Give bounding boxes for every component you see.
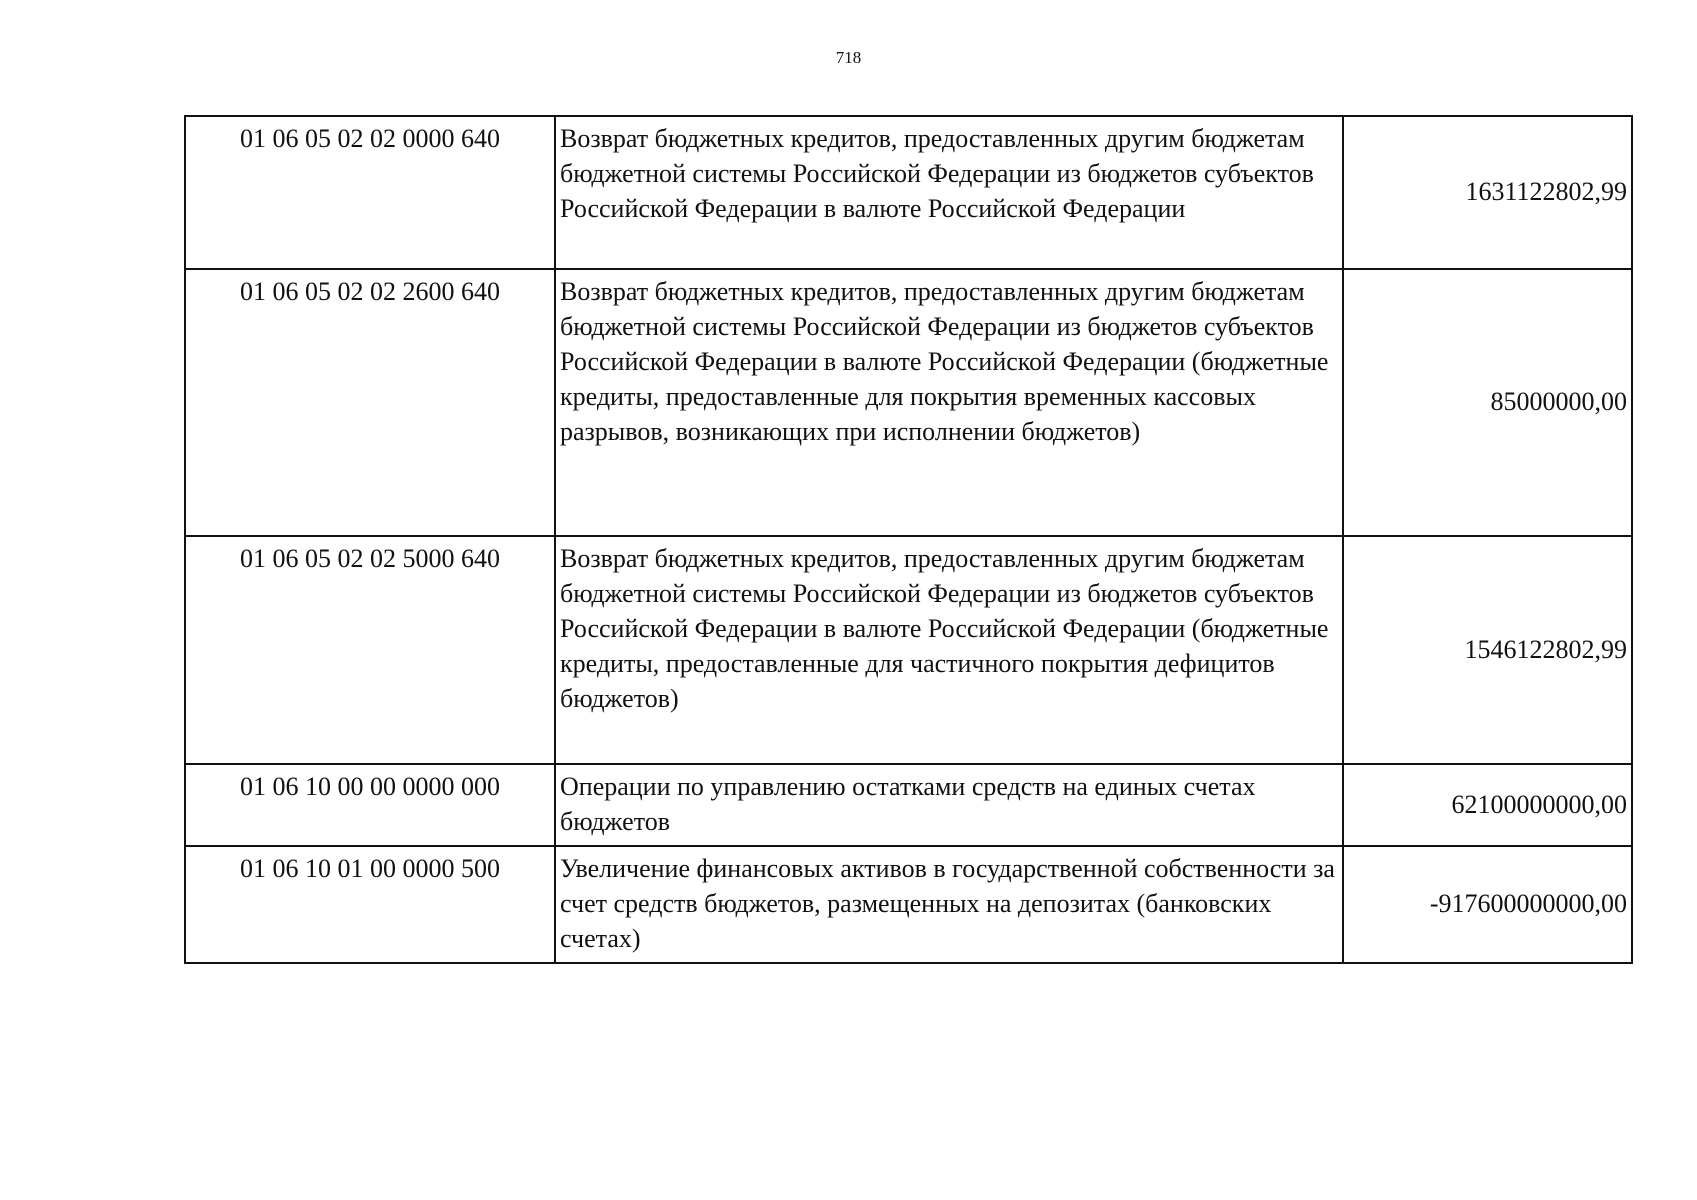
description-cell: Возврат бюджетных кредитов, предоставленных другим бюджетам бюджетной системы Российской Федерации из бюджетов субъектов Российской Федерации в валюте Российской Федерации xyxy=(555,116,1343,269)
page-number: 718 xyxy=(835,48,862,67)
budget-code-cell: 01 06 10 00 00 0000 000 xyxy=(185,764,555,846)
budget-code-cell: 01 06 10 01 00 0000 500 xyxy=(185,846,555,963)
amount-cell: 62100000000,00 xyxy=(1343,764,1632,846)
table-row xyxy=(185,846,1632,963)
budget-code-cell: 01 06 05 02 02 2600 640 xyxy=(185,269,555,536)
budget-code-cell: 01 06 05 02 02 5000 640 xyxy=(185,536,555,764)
amount-cell: -917600000000,00 xyxy=(1343,846,1632,963)
amount-cell: 1546122802,99 xyxy=(1343,536,1632,764)
description-cell: Операции по управлению остатками средств на единых счетах бюджетов xyxy=(555,764,1343,846)
table-row xyxy=(185,269,1632,536)
description-cell: Увеличение финансовых активов в государственной собственности за счет средств бюджетов, размещенных на депозитах (банковских счетах) xyxy=(555,846,1343,963)
amount-cell: 85000000,00 xyxy=(1343,269,1632,536)
table-row xyxy=(185,536,1632,764)
table-row xyxy=(185,764,1632,846)
description-cell: Возврат бюджетных кредитов, предоставленных другим бюджетам бюджетной системы Российской Федерации из бюджетов субъектов Российской Федерации в валюте Российской Федерации (бюджетные кредиты, предоставленные для покрытия временных кассовых разрывов, возникающих при исполнении бюджетов) xyxy=(555,269,1343,536)
budget-sources-table xyxy=(184,115,1633,964)
table-row xyxy=(185,116,1632,269)
budget-code-cell: 01 06 05 02 02 0000 640 xyxy=(185,116,555,269)
description-cell: Возврат бюджетных кредитов, предоставленных другим бюджетам бюджетной системы Российской Федерации из бюджетов субъектов Российской Федерации в валюте Российской Федерации (бюджетные кредиты, предоставленные для частичного покрытия дефицитов бюджетов) xyxy=(555,536,1343,764)
amount-cell: 1631122802,99 xyxy=(1343,116,1632,269)
